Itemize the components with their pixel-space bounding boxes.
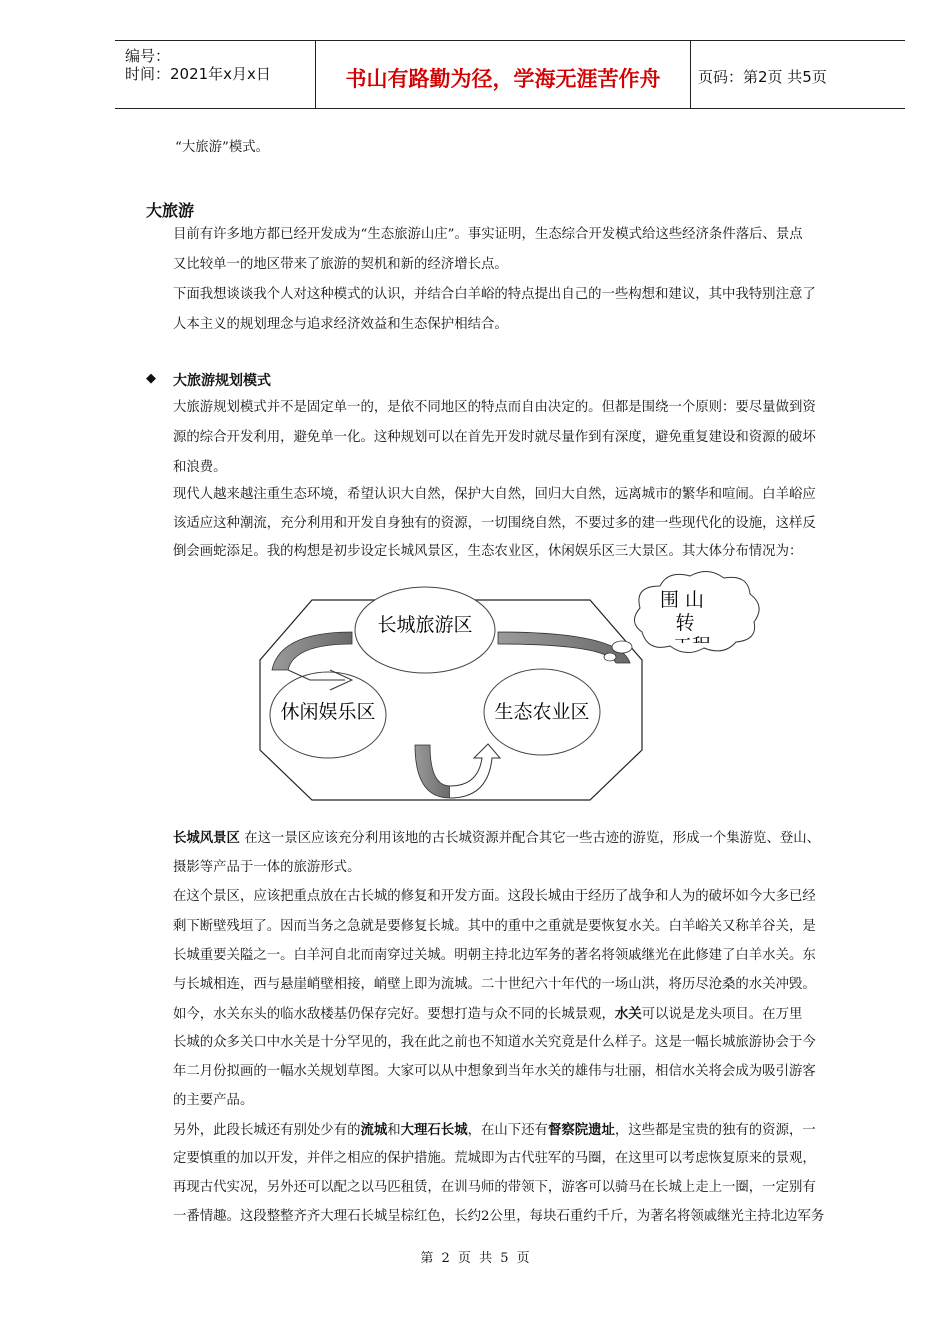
date-label: 时间：2021年x月x日: [125, 65, 271, 83]
liucheng-emphasis: 流城: [360, 1122, 388, 1138]
paragraph-3-line-2: 源的综合开发利用，避免单一化。这种规划可以在首先开发时就尽量作到有深度，避免重复建设和资源的破坏: [173, 430, 816, 445]
paragraph-intro-tail: “大旅游”模式。: [175, 140, 270, 155]
total-page-count: 5: [500, 1251, 509, 1266]
motto: 书山有路勤为径，学海无涯苦作舟: [345, 67, 661, 91]
censorate-ruins-emphasis: 督察院遗址: [547, 1122, 615, 1138]
paragraph-4-line-2: 该适应这种潮流，充分利用和开发自身独有的资源，一切围绕自然，不要过多的建一些现代化的设施，这样反: [173, 516, 816, 531]
zone-layout-diagram: [250, 560, 770, 810]
paragraph-6-line-2: 剩下断壁残垣了。因而当务之急就是要修复长城。其中的重中之重就是要恢复水关。白羊峪关又称羊谷关，是: [173, 919, 816, 934]
water-gate-emphasis: 水关: [614, 1006, 642, 1022]
paragraph-2-line-1: 下面我想谈谈我个人对这种模式的认识，并结合白羊峪的特点提出自己的一些构想和建议，其中我特别注意了: [173, 287, 816, 302]
paragraph-6-line-6: 长城的众多关口中水关是十分罕见的，我在此之前也不知道水关究竟是什么样子。这是一幅长城旅游协会于今: [173, 1035, 816, 1050]
page-label: 页码：第2页 共5页: [698, 68, 827, 86]
number-label: 编号：: [125, 47, 171, 65]
paragraph-6-line-1: 在这个景区，应该把重点放在古长城的修复和开发方面。这段长城由于经历了战争和人为的破坏如今大多已经: [173, 889, 816, 904]
zone-great-wall-label: 长城旅游区: [377, 614, 473, 636]
paragraph-3-line-3: 和浪费。: [173, 460, 227, 475]
header-motto-cell: [315, 41, 691, 108]
zone-agriculture-label: 生态农业区: [494, 701, 590, 723]
great-wall-zone-lead: 长城风景区: [173, 830, 240, 846]
rotation-arrow-bottom: [415, 745, 450, 798]
marble-wall-emphasis: 大理石长城: [400, 1122, 468, 1138]
page-footer: 第 2 页 共 5 页: [420, 1251, 530, 1266]
rotation-arrow-top-left: [272, 632, 352, 670]
paragraph-6-line-5: 如今，水关东头的临水敌楼基仍保存完好。要想打造与众不同的长城景观，水关可以说是龙头项目。在万里: [173, 1006, 803, 1022]
section-heading-da-lvyou: 大旅游: [146, 201, 195, 220]
bullet-diamond-icon: ◆: [146, 371, 156, 386]
page-header: [115, 40, 905, 109]
paragraph-6-line-4: 与长城相连，西与悬崖峭壁相接，峭壁上即为流城。二十世纪六十年代的一场山洪，将历尽沧桑的水关冲毁。: [173, 977, 816, 992]
paragraph-2-line-2: 人本主义的规划理念与追求经济效益和生态保护相结合。: [173, 317, 508, 332]
paragraph-6-line-3: 长城重要关隘之一。白羊河自北而南穿过关城。明朝主持北边军务的著名将领戚继光在此修建了白羊水关。东: [173, 948, 816, 963]
cloud-text-line-2: 转: [675, 612, 695, 634]
section-heading-planning-mode: 大旅游规划模式: [173, 373, 271, 389]
paragraph-6-line-8: 的主要产品。: [173, 1093, 254, 1108]
cloud-text-line-1: 围 山: [659, 589, 705, 611]
header-page-cell: [690, 41, 905, 108]
paragraph-6-line-7: 年二月份拟画的一幅水关规划草图。大家可以从中想象到当年水关的雄伟与壮丽，相信水关将会成为吸引游客: [173, 1064, 816, 1079]
paragraph-7-line-4: 一番情趣。这段整整齐齐大理石长城呈棕红色，长约2公里，每块石重约千斤，为著名将领戚继光主持北边军务: [173, 1209, 825, 1224]
paragraph-3-line-1: 大旅游规划模式并不是固定单一的，是依不同地区的特点而自由决定的。但都是围绕一个原则：要尽量做到资: [173, 400, 816, 415]
paragraph-7-line-1: 另外，此段长城还有别处少有的流城和大理石长城，在山下还有督察院遗址，这些都是宝贵的独有的资源，一: [173, 1122, 816, 1138]
paragraph-7-line-2: 定要慎重的加以开发，并伴之相应的保护措施。荒城即为古代驻军的马圈，在这里可以考虑恢复原来的景观，: [173, 1151, 816, 1166]
rotation-arrow-bottom-head: [450, 744, 500, 798]
paragraph-5-line-1: 长城风景区 在这一景区应该充分利用该地的古长城资源并配合其它一些古迹的游览，形成一个集游览、登山、: [173, 830, 821, 846]
zone-leisure-label: 休闲娱乐区: [280, 701, 376, 723]
paragraph-4-line-1: 现代人越来越注重生态环境，希望认识大自然，保护大自然，回归大自然，远离城市的繁华和喧闹。白羊峪应: [173, 487, 816, 502]
paragraph-1-line-1: 目前有许多地方都已经开发成为“生态旅游山庄”。事实证明，生态综合开发模式给这些经济条件落后、景点: [173, 227, 803, 242]
thought-bubble-medium: [612, 641, 632, 653]
current-page-number: 2: [441, 1251, 450, 1266]
paragraph-1-line-2: 又比较单一的地区带来了旅游的契机和新的经济增长点。: [173, 257, 508, 272]
thought-bubble-small: [604, 653, 616, 661]
paragraph-4-line-3: 倒会画蛇添足。我的构想是初步设定长城风景区，生态农业区，休闲娱乐区三大景区。其大体分布情况为：: [173, 544, 803, 559]
header-meta-cell: [115, 41, 315, 108]
paragraph-7-line-3: 再现古代实况，另外还可以配之以马匹租赁，在训马师的带领下，游客可以骑马在长城上走上一圈，一定别有: [173, 1180, 816, 1195]
paragraph-5-line-2: 摄影等产品于一体的旅游形式。: [173, 860, 361, 875]
